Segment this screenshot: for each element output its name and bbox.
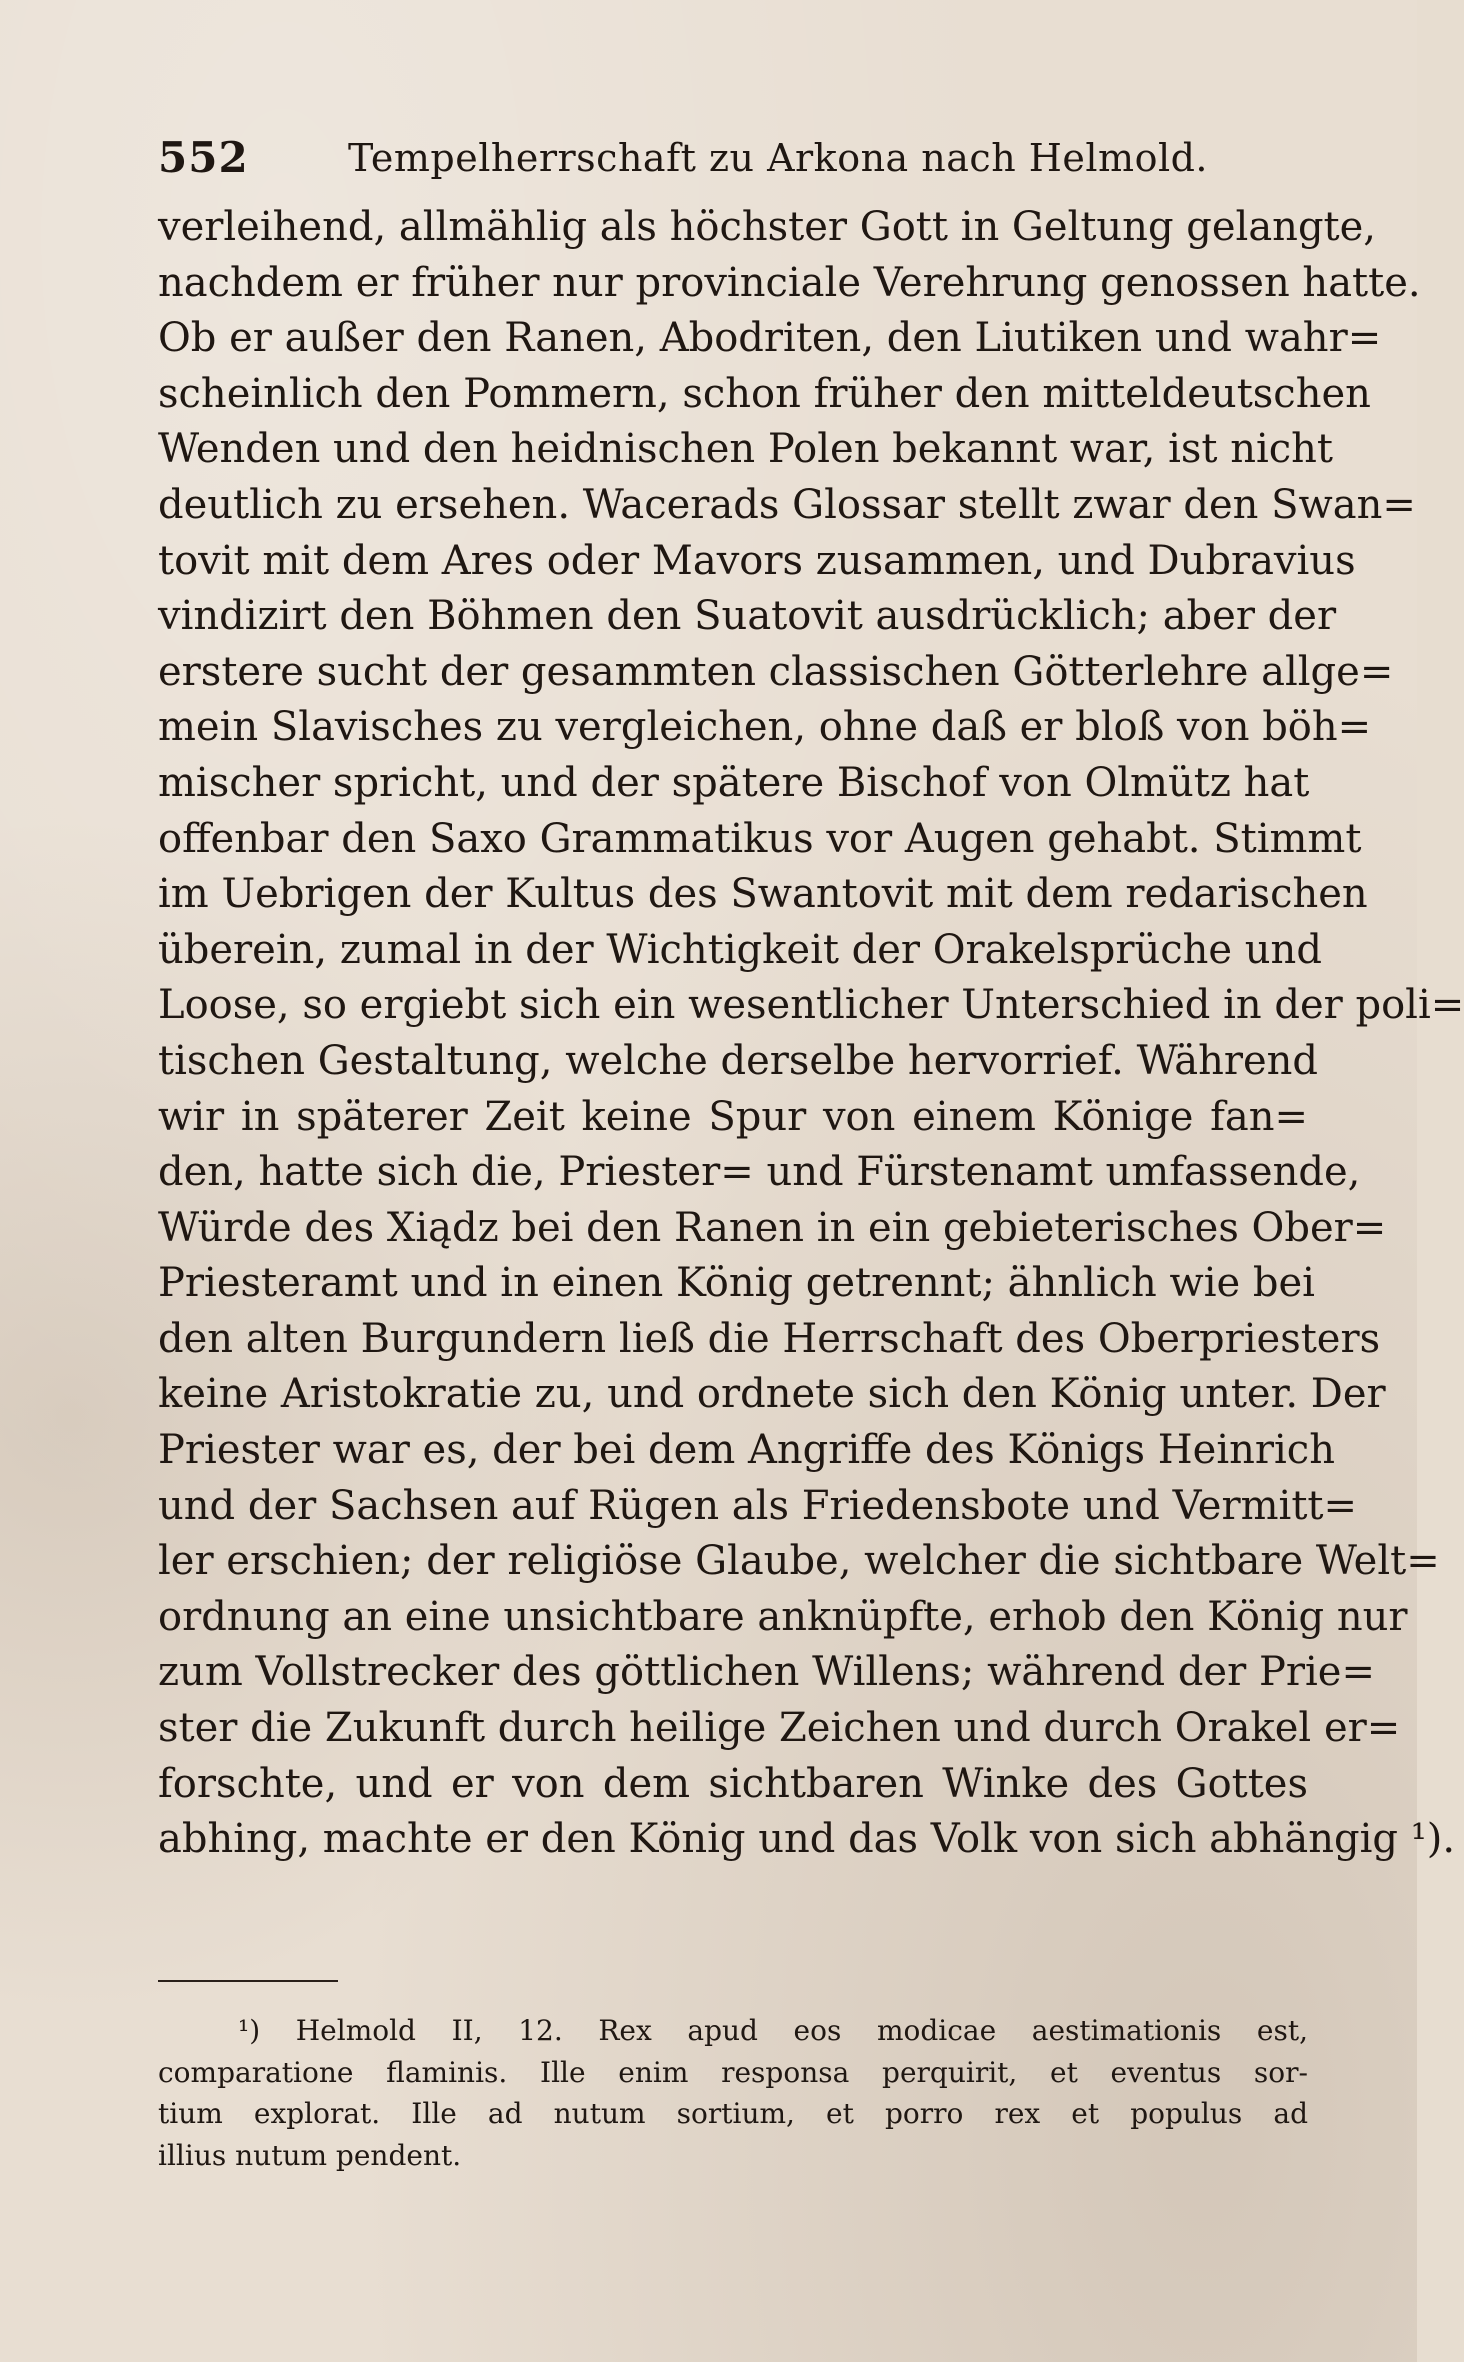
text-line: ordnung an eine unsichtbare anknüpfte, erhob den König nur [158, 1593, 1408, 1640]
text-line: nachdem er früher nur provinciale Verehrung genossen hatte. [158, 259, 1421, 306]
running-head [158, 128, 1308, 188]
footnote-line: illius nutum pendent. [158, 2138, 462, 2172]
text-line: mein Slavisches zu vergleichen, ohne daß er bloß von böh= [158, 704, 1372, 751]
page-number: 552 [158, 133, 249, 182]
text-line: vindizirt den Böhmen den Suatovit ausdrücklich; aber der [158, 593, 1337, 640]
text-line: Würde des Xiądz bei den Ranen in ein gebieterisches Ober= [158, 1204, 1387, 1251]
text-line: Wenden und den heidnischen Polen bekannt war, ist nicht [158, 426, 1333, 473]
text-line: zum Vollstrecker des göttlichen Willens; während der Prie= [158, 1649, 1375, 1696]
text-line: keine Aristokratie zu, und ordnete sich den König unter. Der [158, 1371, 1386, 1418]
text-line: Priester war es, der bei dem Angriffe des Königs Heinrich [158, 1427, 1335, 1474]
footnote-line: comparatione flaminis. Ille enim responsa perquirit, et eventus sor- [158, 2055, 1308, 2089]
text-line: erstere sucht der gesammten classischen Götterlehre allge= [158, 648, 1394, 695]
text-line: im Uebrigen der Kultus des Swantovit mit dem redarischen [158, 871, 1368, 918]
text-line: deutlich zu ersehen. Wacerads Glossar stellt zwar den Swan= [158, 481, 1416, 528]
text-line: abhing, machte er den König und das Volk von sich abhängig ¹). [158, 1816, 1456, 1863]
footnote-rule [158, 1980, 338, 1982]
text-line: den, hatte sich die, Priester= und Fürstenamt umfassende, [158, 1149, 1361, 1196]
running-title: Tempelherrschaft zu Arkona nach Helmold. [348, 136, 1209, 180]
text-line: Ob er außer den Ranen, Abodriten, den Liutiken und wahr= [158, 315, 1382, 362]
footnote-line: ¹) Helmold II, 12. Rex apud eos modicae aestimationis est, [238, 2014, 1308, 2047]
text-line: ler erschien; der religiöse Glaube, welcher die sichtbare Welt= [158, 1538, 1440, 1585]
text-line: überein, zumal in der Wichtigkeit der Orakelsprüche und [158, 926, 1322, 973]
text-line: tovit mit dem Ares oder Mavors zusammen, und Dubravius [158, 537, 1356, 584]
text-line: scheinlich den Pommern, schon früher den mitteldeutschen [158, 370, 1371, 417]
text-line: ster die Zukunft durch heilige Zeichen und durch Orakel er= [158, 1705, 1401, 1752]
footnote [158, 2010, 1308, 2176]
text-line: den alten Burgundern ließ die Herrschaft des Oberpriesters [158, 1315, 1381, 1362]
text-line: mischer spricht, und der spätere Bischof von Olmütz hat [158, 759, 1310, 806]
footnote-line: tium explorat. Ille ad nutum sortium, et porro rex et populus ad [158, 2097, 1308, 2130]
body-text [158, 200, 1464, 1868]
text-line: offenbar den Saxo Grammatikus vor Augen gehabt. Stimmt [158, 815, 1362, 862]
text-line: Loose, so ergiebt sich ein wesentlicher Unterschied in der poli= [158, 982, 1464, 1029]
text-line: wir in späterer Zeit keine Spur von einem Könige fan= [158, 1093, 1308, 1140]
text-line: und der Sachsen auf Rügen als Friedensbote und Vermitt= [158, 1482, 1357, 1529]
text-line: tischen Gestaltung, welche derselbe hervorrief. Während [158, 1037, 1318, 1084]
text-line: forschte, und er von dem sichtbaren Winke des Gottes [158, 1760, 1308, 1807]
text-line: verleihend, allmählig als höchster Gott in Geltung gelangte, [158, 204, 1377, 250]
text-line: Priesteramt und in einen König getrennt; ähnlich wie bei [158, 1260, 1315, 1307]
